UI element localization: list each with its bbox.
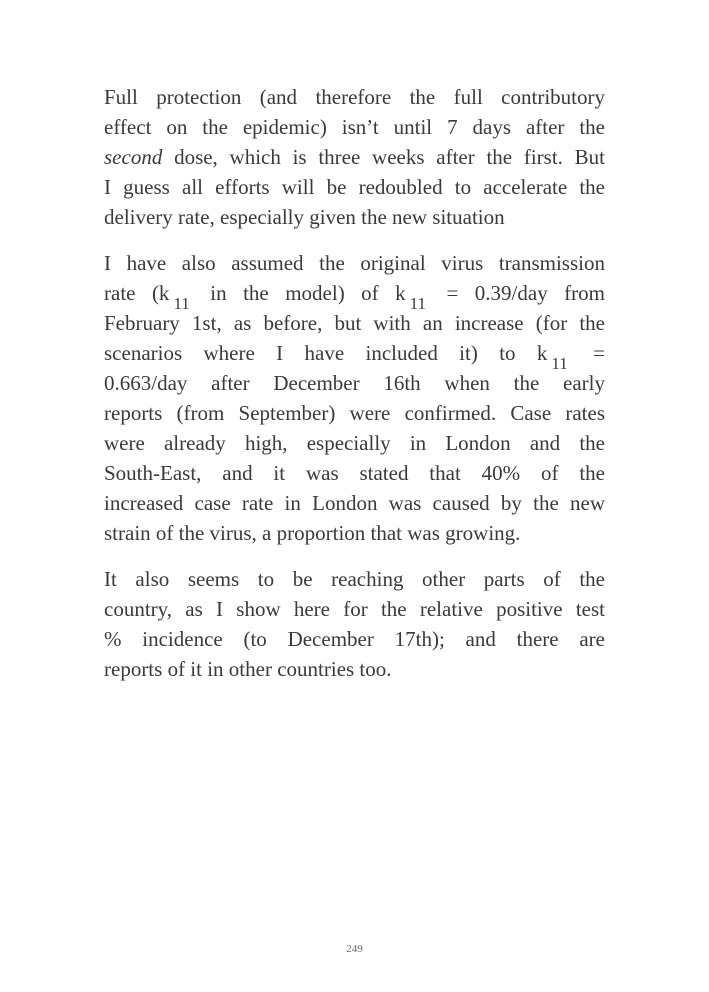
text-run: = 0.39/day from xyxy=(430,281,605,305)
paragraph-spread xyxy=(104,564,605,684)
text-line: reports of it in other countries too. xyxy=(104,657,392,681)
text-line: I guess all efforts will be redoubled to accelerate the xyxy=(104,175,605,199)
text-line: February 1st, as before, but with an increase (for the xyxy=(104,311,605,335)
text-run: rate (k xyxy=(104,281,170,305)
text-line: I have also assumed the original virus transmission xyxy=(104,251,605,275)
text-run: dose, which is three weeks after the first. But xyxy=(162,145,605,169)
page-body xyxy=(104,82,605,700)
text-line: % incidence (to December 17th); and there are xyxy=(104,627,605,651)
page-number: 249 xyxy=(346,943,363,955)
text-line xyxy=(104,142,605,172)
paragraph-transmission-rate xyxy=(104,248,605,548)
text-line: Full protection (and therefore the full contributory xyxy=(104,85,605,109)
text-line: 0.663/day after December 16th when the early xyxy=(104,371,605,395)
text-line: reports (from September) were confirmed. Case rates xyxy=(104,401,605,425)
text-line: strain of the virus, a proportion that was growing. xyxy=(104,521,521,545)
text-line: delivery rate, especially given the new situation xyxy=(104,205,505,229)
text-line: effect on the epidemic) isn’t until 7 days after the xyxy=(104,115,605,139)
subscript: 11 xyxy=(409,294,427,313)
text-line: South-East, and it was stated that 40% of the xyxy=(104,461,605,485)
paragraph-vaccine-protection xyxy=(104,82,605,232)
subscript: 11 xyxy=(173,294,190,313)
text-run: = xyxy=(571,341,605,365)
text-line: country, as I show here for the relative positive test xyxy=(104,597,605,621)
text-line xyxy=(104,278,605,313)
text-line: It also seems to be reaching other parts of the xyxy=(104,567,605,591)
text-line: were already high, especially in London and the xyxy=(104,431,605,455)
text-line: increased case rate in London was caused by the new xyxy=(104,491,605,515)
emphasis-second: second xyxy=(104,145,163,169)
text-run: in the model) of k xyxy=(193,281,406,305)
text-line xyxy=(104,338,605,373)
subscript: 11 xyxy=(551,354,568,373)
text-run: scenarios where I have included it) to k xyxy=(104,341,548,365)
